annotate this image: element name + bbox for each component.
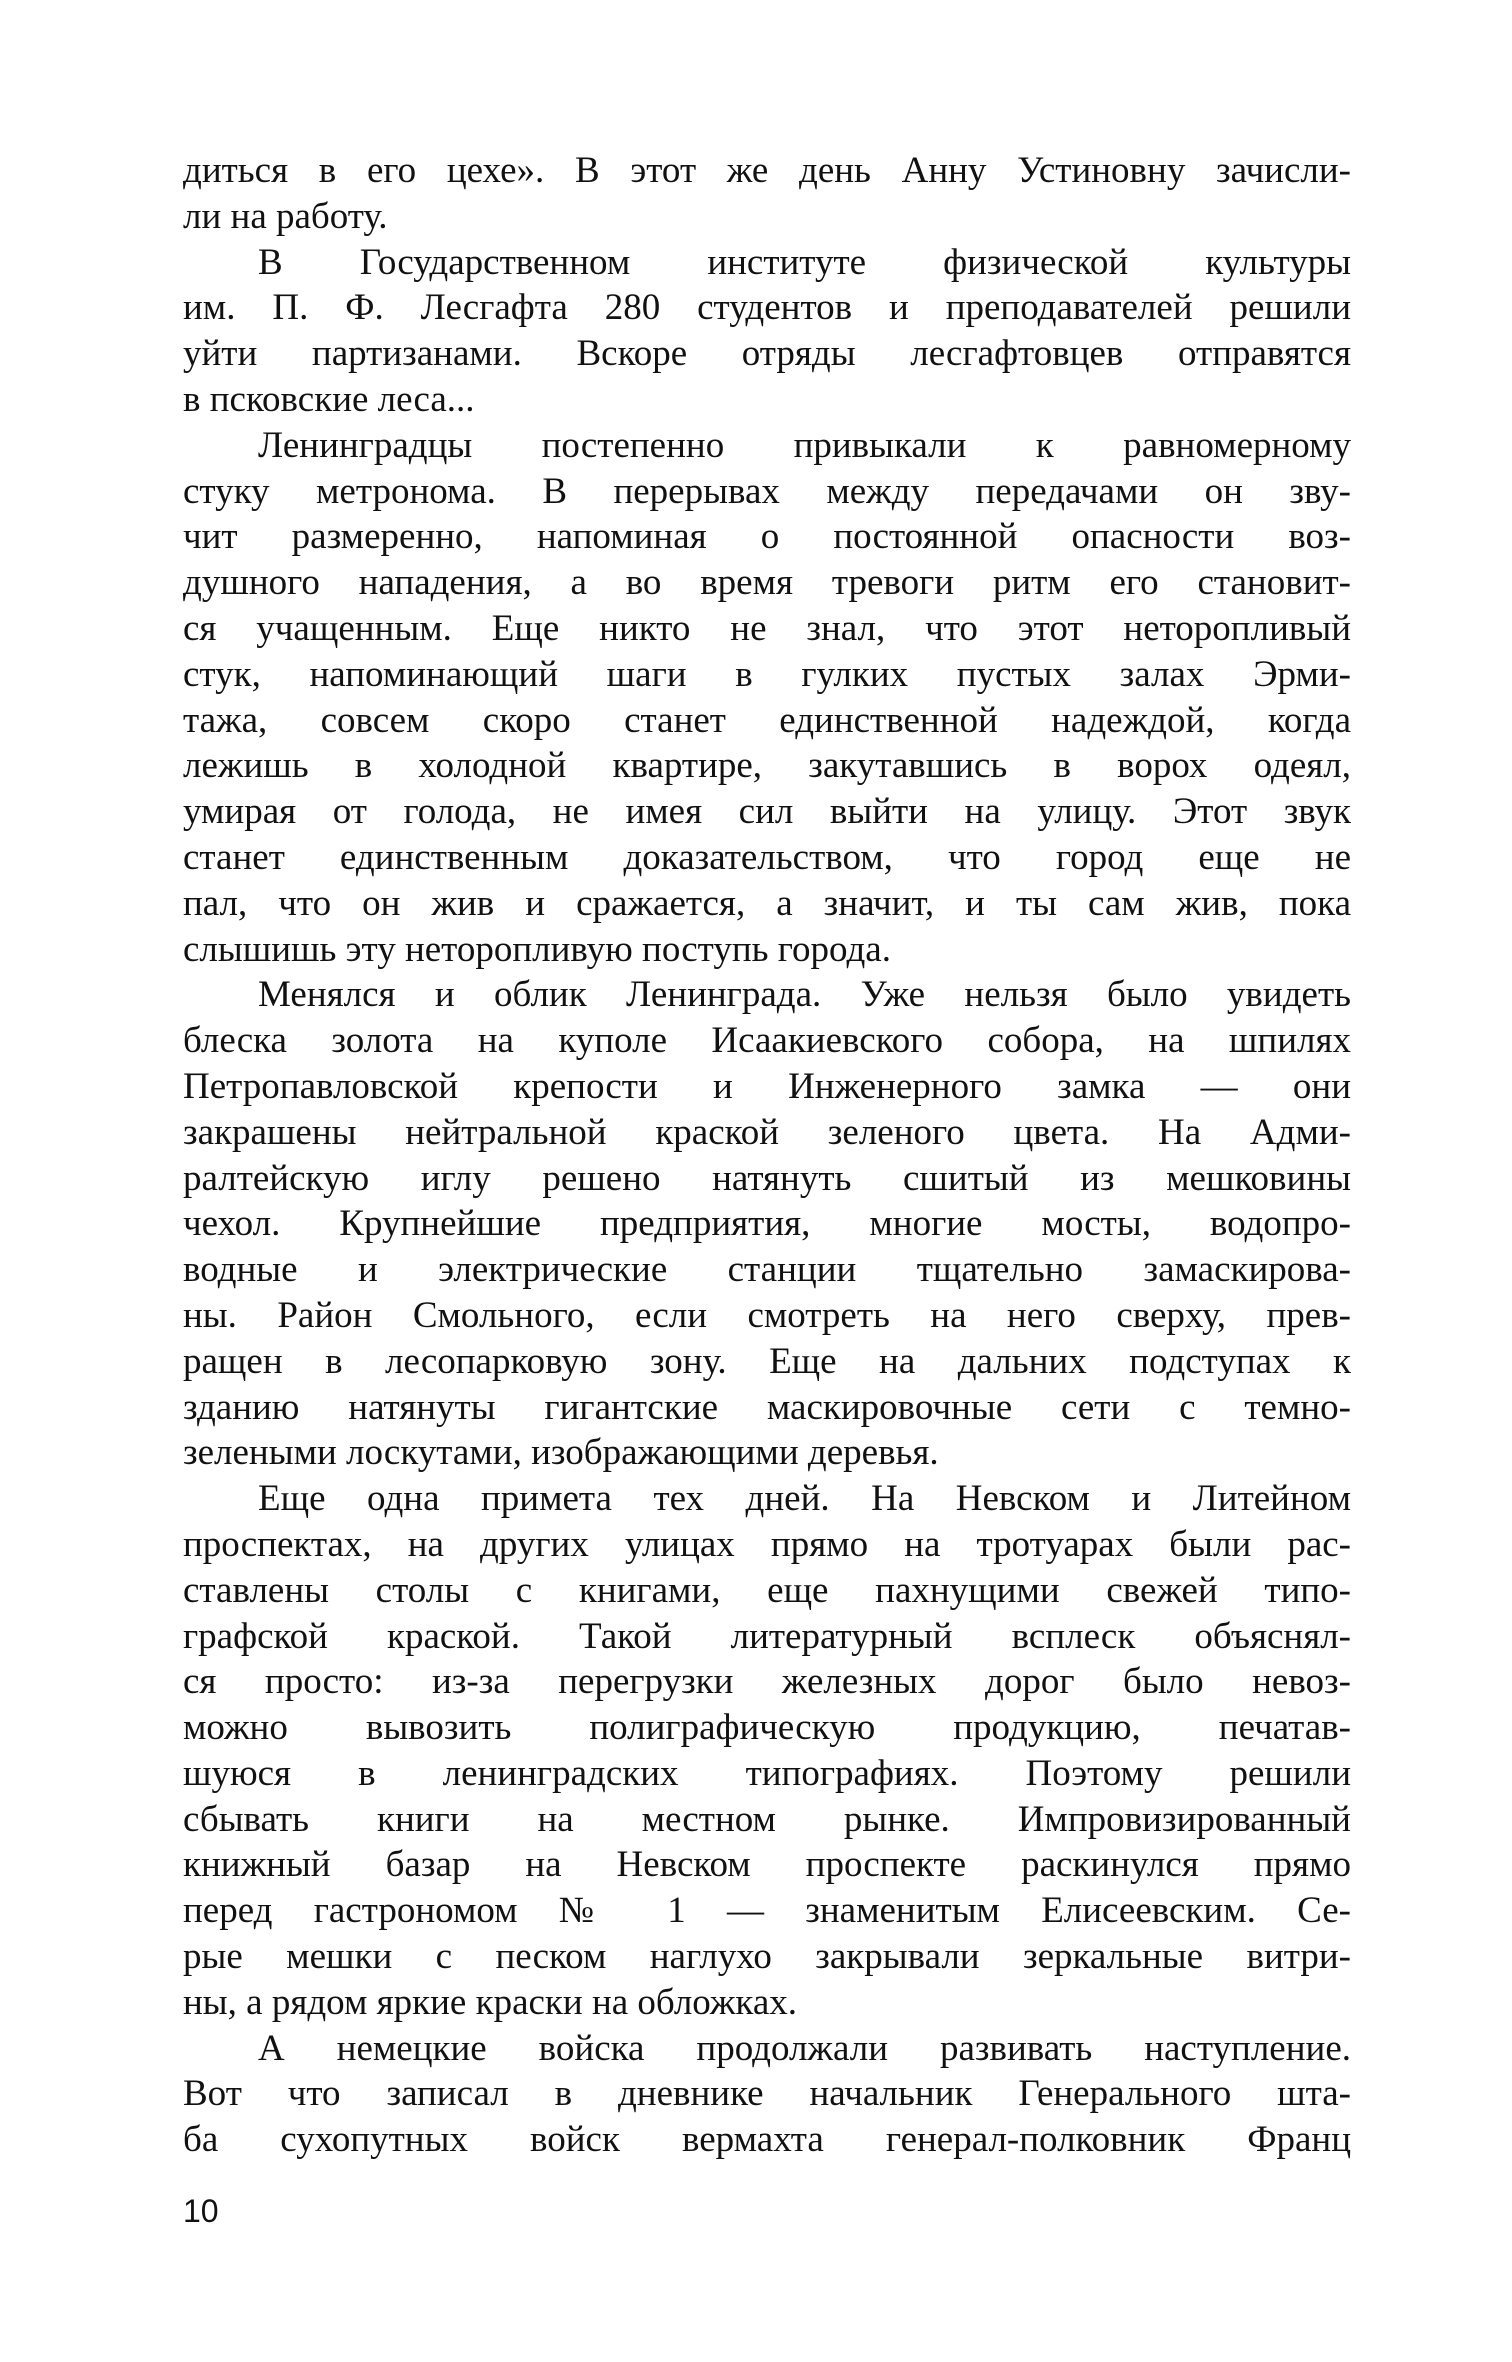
- text-line: В Государственном институте физической культуры: [258, 241, 1351, 283]
- text-line: Менялся и облик Ленинграда. Уже нельзя было увидеть: [258, 974, 1351, 1016]
- page-number: 10: [183, 2193, 219, 2229]
- text-line: душного нападения, а во время тревоги ритм его становит-: [183, 562, 1351, 604]
- text-line: тажа, совсем скоро станет единственной надеждой, когда: [183, 699, 1351, 741]
- text-line: ба сухопутных войск вермахта генерал-полковник Франц: [183, 2119, 1351, 2161]
- text-line: ны, а рядом яркие краски на обложках.: [183, 1981, 798, 2023]
- text-line: ли на работу.: [183, 195, 388, 237]
- text-line: ны. Район Смольного, если смотреть на него сверху, прев-: [183, 1294, 1351, 1336]
- text-line: Еще одна примета тех дней. На Невском и Литейном: [258, 1478, 1351, 1520]
- text-line: чит размеренно, напоминая о постоянной опасности воз-: [183, 516, 1351, 558]
- text-line: Ленинградцы постепенно привыкали к равномерному: [258, 424, 1351, 466]
- text-line: шуюся в ленинградских типографиях. Поэтому решили: [183, 1752, 1351, 1794]
- text-line: рые мешки с песком наглухо закрывали зеркальные витри-: [183, 1936, 1351, 1978]
- text-line: стук, напоминающий шаги в гулких пустых залах Эрми-: [183, 653, 1351, 695]
- text-line: ся просто: из-за перегрузки железных дорог было невоз-: [183, 1661, 1351, 1703]
- text-line: уйти партизанами. Вскоре отряды лесгафтовцев отправятся: [183, 333, 1351, 375]
- text-line: блеска золота на куполе Исаакиевского собора, на шпилях: [183, 1020, 1351, 1062]
- text-line: закрашены нейтральной краской зеленого цвета. На Адми-: [183, 1111, 1351, 1153]
- text-line: станет единственным доказательством, что город еще не: [183, 836, 1351, 878]
- text-line: им. П. Ф. Лесгафта 280 студентов и преподавателей решили: [183, 287, 1351, 329]
- text-line: диться в его цехе». В этот же день Анну Устиновну зачисли-: [183, 150, 1351, 191]
- text-line: перед гастрономом № 1 — знаменитым Елисеевским. Се-: [183, 1890, 1351, 1932]
- text-line: лежишь в холодной квартире, закутавшись в ворох одеял,: [183, 745, 1351, 787]
- text-line: водные и электрические станции тщательно замаскирова-: [183, 1249, 1351, 1291]
- text-line: зданию натянуты гигантские маскировочные сети с темно-: [183, 1386, 1351, 1428]
- text-line: пал, что он жив и сражается, а значит, и ты сам жив, пока: [183, 882, 1351, 924]
- text-line: слышишь эту неторопливую поступь города.: [183, 928, 891, 970]
- text-line: зелеными лоскутами, изображающими деревья.: [183, 1432, 939, 1474]
- text-line: можно вывозить полиграфическую продукцию, печатав-: [183, 1707, 1351, 1749]
- text-line: Петропавловской крепости и Инженерного замка — они: [183, 1065, 1351, 1107]
- text-line: умирая от голода, не имея сил выйти на улицу. Этот звук: [183, 791, 1351, 833]
- text-line: А немецкие войска продолжали развивать наступление.: [258, 2027, 1351, 2069]
- text-line: ралтейскую иглу решено натянуть сшитый из мешковины: [183, 1157, 1351, 1199]
- text-line: ращен в лесопарковую зону. Еще на дальних подступах к: [183, 1340, 1351, 1382]
- body-text: [183, 148, 1351, 2163]
- text-line: проспектах, на других улицах прямо на тротуарах были рас-: [183, 1523, 1351, 1565]
- text-line: чехол. Крупнейшие предприятия, многие мосты, водопро-: [183, 1203, 1351, 1245]
- text-line: графской краской. Такой литературный всплеск объяснял-: [183, 1615, 1351, 1657]
- text-line: стуку метронома. В перерывах между передачами он зву-: [183, 470, 1351, 512]
- text-line: книжный базар на Невском проспекте раскинулся прямо: [183, 1844, 1351, 1886]
- text-line: в псковские леса...: [183, 378, 475, 420]
- text-line: Вот что записал в дневнике начальник Генерального шта-: [183, 2073, 1351, 2115]
- text-line: ставлены столы с книгами, еще пахнущими свежей типо-: [183, 1569, 1351, 1611]
- text-line: сбывать книги на местном рынке. Импровизированный: [183, 1798, 1351, 1840]
- text-line: ся учащенным. Еще никто не знал, что этот неторопливый: [183, 607, 1351, 649]
